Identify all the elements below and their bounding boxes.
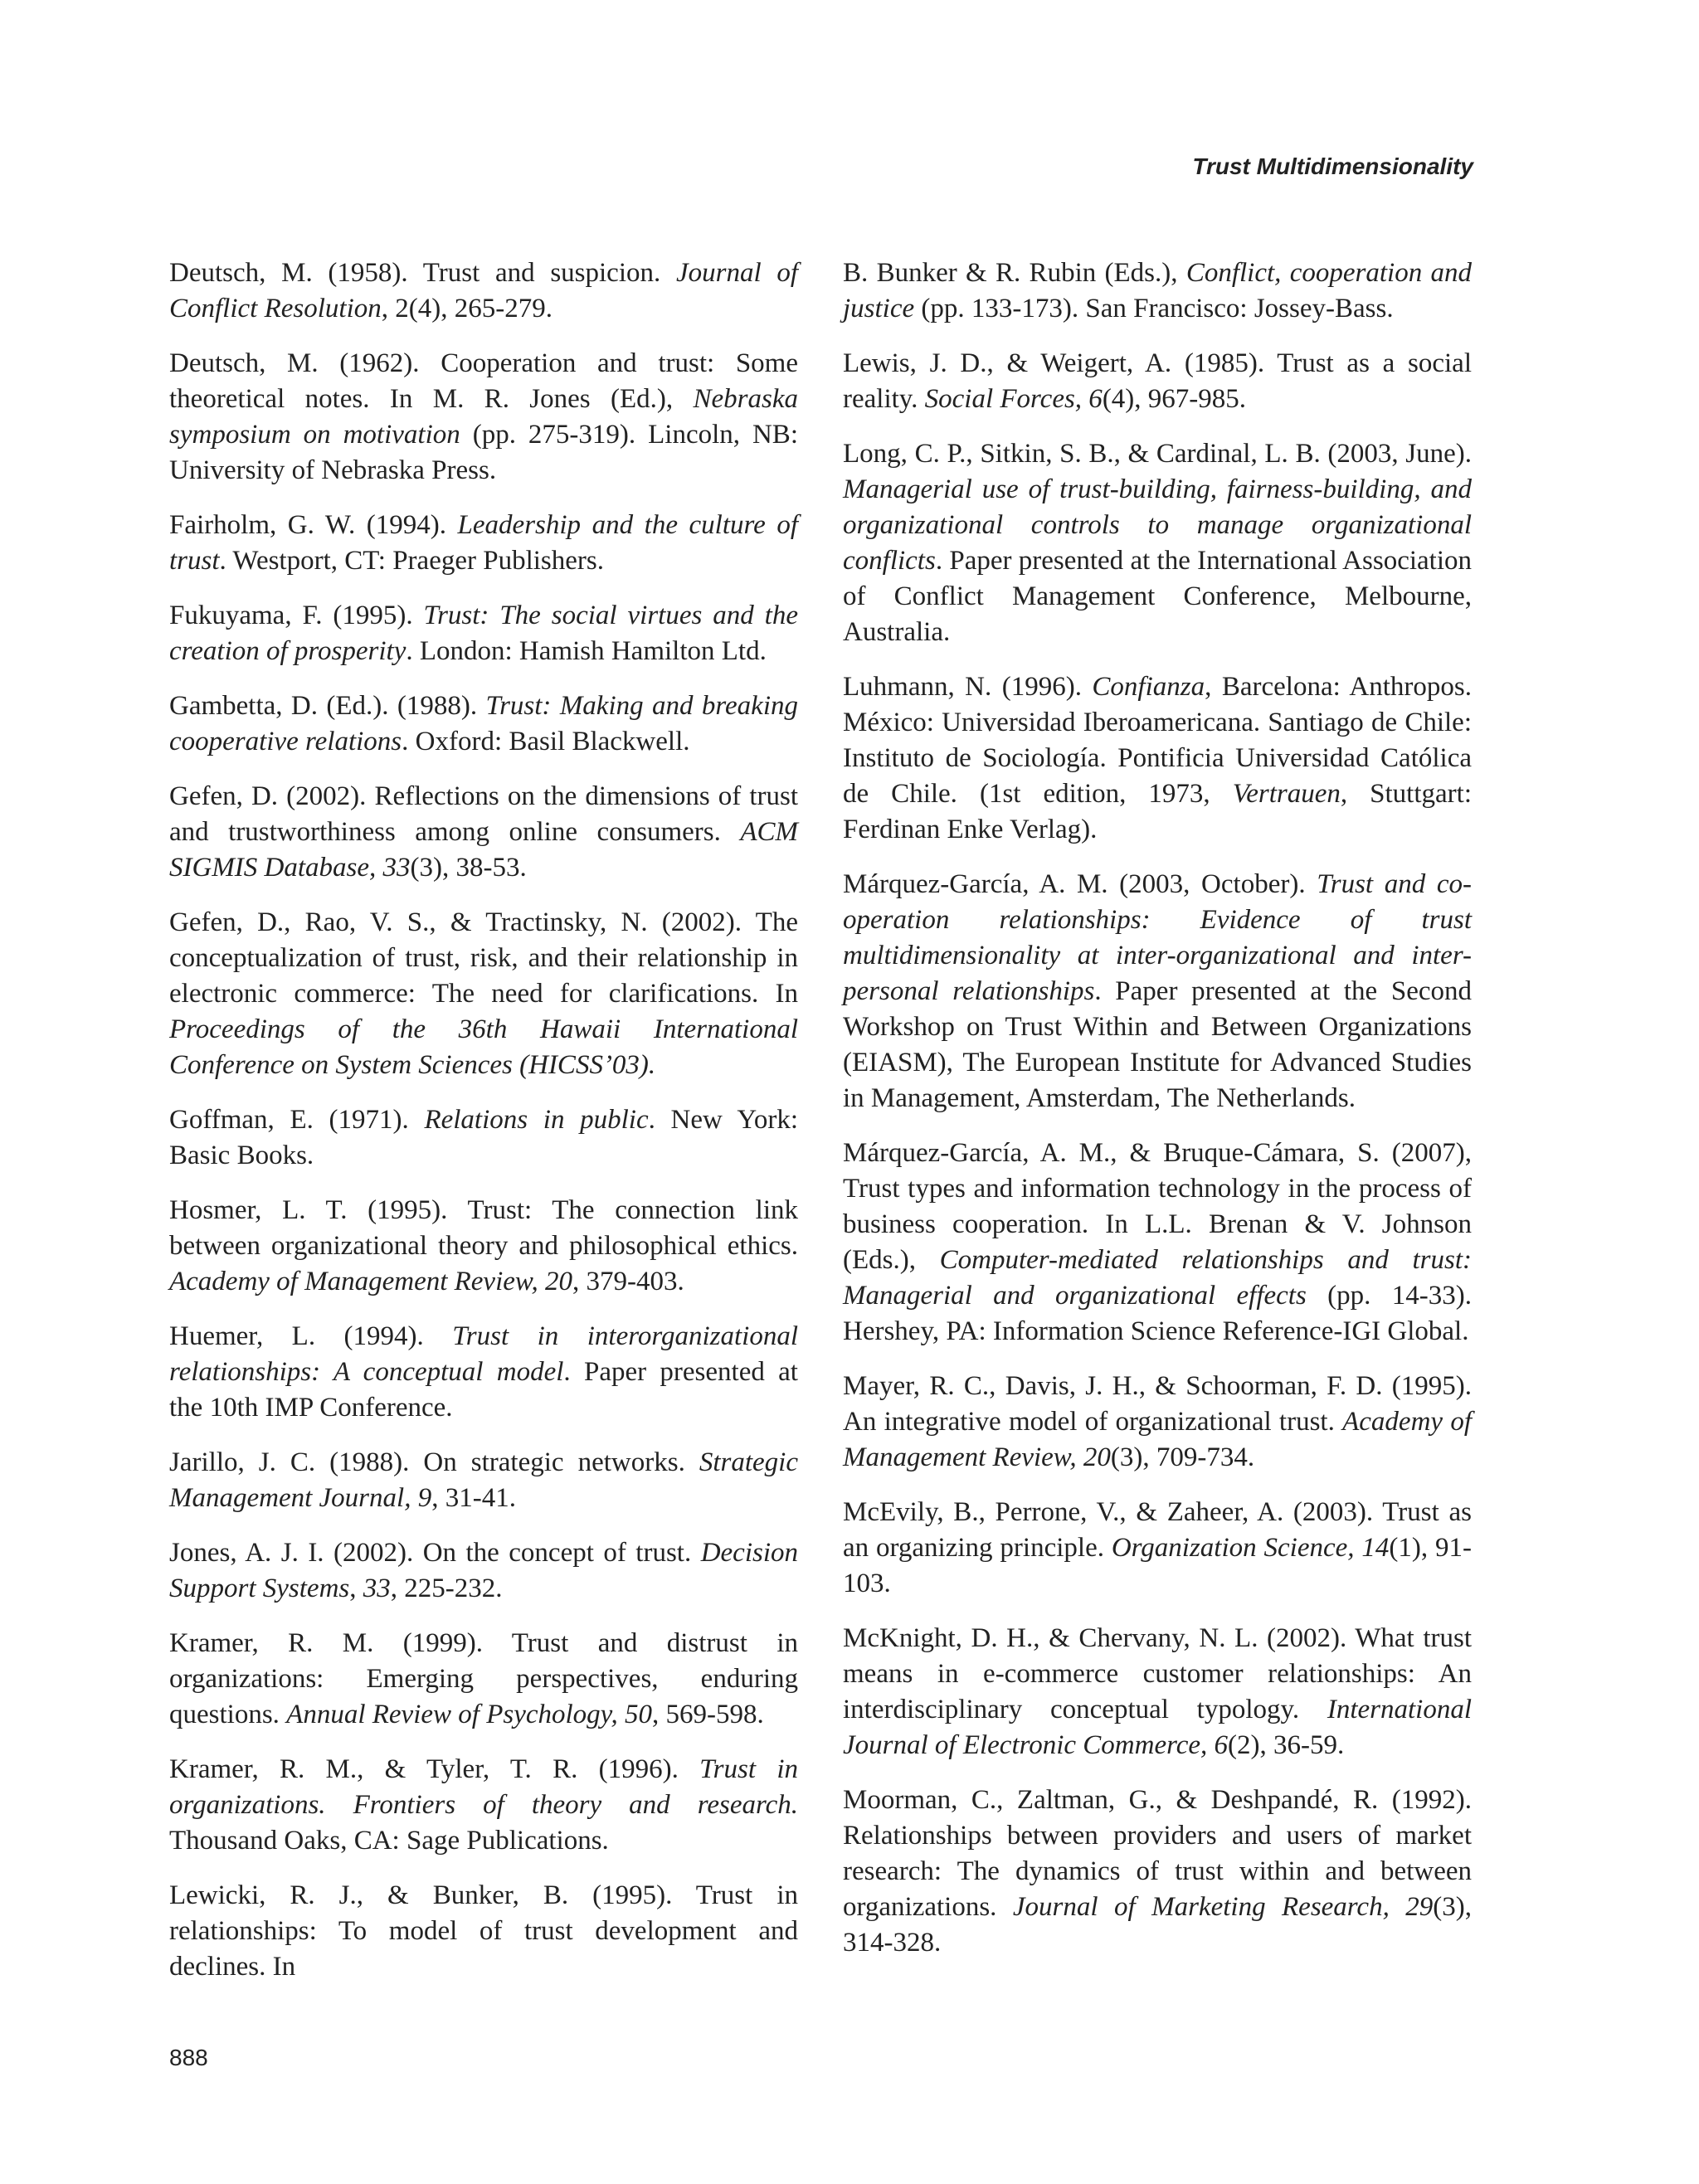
reference-text: (1), 91-103. [843,1533,1472,1598]
reference-entry [169,1102,798,1174]
reference-entry [843,867,1472,1116]
reference-entry [169,1626,798,1733]
references-right-column [843,255,1472,1980]
reference-entry [169,1319,798,1426]
reference-title: Journal of Conflict Resolution [169,258,798,323]
reference-title: Academy of Management Review, 20 [169,1267,572,1296]
reference-text: Jones, A. J. I. (2002). On the concept of trust. [169,1538,701,1568]
reference-text: (3), 314-328. [843,1892,1472,1958]
reference-text: (2), 36-59. [1228,1730,1345,1760]
reference-text: (pp. 14-33). Hershey, PA: Information Science Reference-IGI Global. [843,1281,1472,1346]
reference-title: Trust in organizations. Frontiers of theory and research. [169,1754,798,1820]
reference-title: Relations in public [424,1105,649,1135]
reference-text: , 379-403. [572,1267,684,1296]
reference-text: Márquez-García, A. M., & Bruque-Cámara, S. (2007), Trust types and information technology in the process of business cooperation. In L.L. Brenan & V. Johnson (Eds.), [843,1138,1472,1275]
reference-text: B. Bunker & R. Rubin (Eds.), [843,258,1186,288]
reference-title: Trust in interorganizational relationships: A conceptual model [169,1321,798,1387]
reference-entry [169,1445,798,1516]
reference-title: Trust: Making and breaking cooperative relations [169,691,798,756]
reference-entry [843,669,1472,848]
reference-text: Goffman, E. (1971). [169,1105,425,1135]
references-left-column [169,255,798,2004]
reference-entry [843,1783,1472,1961]
reference-text: . Paper presented at the International Association of Conflict Management Conference, Melbourne, Australia. [843,546,1472,647]
reference-entry [169,255,798,327]
reference-text: Deutsch, M. (1958). Trust and suspicion. [169,258,676,288]
reference-text: (pp. 133-173). San Francisco: Jossey-Bass. [914,294,1394,323]
reference-text: Mayer, R. C., Davis, J. H., & Schoorman, F. D. (1995). An integrative model of organizational trust. [843,1371,1472,1437]
reference-text: (3), 38-53. [410,853,527,883]
reference-text: McEvily, B., Perrone, V., & Zaheer, A. (2003). Trust as an organizing principle. [843,1497,1472,1563]
reference-text: Long, C. P., Sitkin, S. B., & Cardinal, L. B. (2003, June). [843,439,1472,469]
reference-text: Deutsch, M. (1962). Cooperation and trust: Some theoretical notes. In M. R. Jones (Ed.), [169,348,798,414]
reference-text: (pp. 275-319). Lincoln, NB: University of Nebraska Press. [169,420,798,485]
reference-text: Fukuyama, F. (1995). [169,601,424,630]
reference-entry [169,598,798,669]
reference-text: , [349,1574,363,1603]
reference-entry [843,255,1472,327]
running-header: Trust Multidimensionality [1192,153,1473,179]
reference-title: Managerial use of trust-building, fairness-building, and organizational controls to manage organizational conflicts [843,474,1472,576]
reference-title: Computer-mediated relationships and trust: Managerial and organizational effects [843,1245,1472,1311]
reference-text: Hosmer, L. T. (1995). Trust: The connection link between organizational theory and philosophical ethics. [169,1195,798,1261]
reference-entry [843,1136,1472,1350]
reference-text: . New York: Basic Books. [169,1105,798,1170]
reference-text: Kramer, R. M., & Tyler, T. R. (1996). [169,1754,700,1784]
reference-text: , 569-598. [651,1700,764,1729]
reference-title: Strategic Management Journal, 9 [169,1447,798,1513]
reference-text: , 31-41. [431,1483,516,1513]
reference-text: Lewicki, R. J., & Bunker, B. (1995). Trust in relationships: To model of trust development and declines. In [169,1880,798,1982]
reference-text: Márquez-García, A. M. (2003, October). [843,869,1317,899]
reference-entry [169,1752,798,1859]
reference-text: (4), 967-985. [1102,384,1247,414]
reference-entry [169,346,798,489]
reference-text: . Oxford: Basil Blackwell. [402,727,690,756]
reference-text: Huemer, L. (1994). [169,1321,453,1351]
reference-text: Jarillo, J. C. (1988). On strategic networks. [169,1447,699,1477]
reference-entry [843,1621,1472,1763]
reference-text: Gefen, D., Rao, V. S., & Tractinsky, N. (2002). The conceptualization of trust, risk, and their relationship in electronic commerce: The need for clarifications. In [169,907,798,1009]
reference-entry [169,508,798,579]
reference-text: Luhmann, N. (1996). [843,672,1093,702]
reference-entry [843,436,1472,650]
reference-title: Social Forces, 6 [924,384,1103,414]
reference-text: , Stuttgart: Ferdinan Enke Verlag). [843,779,1472,844]
reference-entry [169,1535,798,1607]
reference-text: , 2(4), 265-279. [381,294,553,323]
reference-text: . Westport, CT: Praeger Publishers. [219,546,604,576]
reference-title: Academy of Management Review, 20 [843,1407,1472,1472]
reference-entry [169,1193,798,1300]
reference-title: Nebraska symposium on motivation [169,384,798,450]
reference-title: Confianza [1092,672,1205,702]
reference-entry [169,688,798,760]
reference-title: 33 [363,1574,391,1603]
reference-entry [843,1369,1472,1476]
reference-title: International Journal of Electronic Commerce, 6 [843,1695,1472,1760]
reference-title: Decision Support Systems [169,1538,798,1603]
reference-title: Trust: The social virtues and the creation of prosperity [169,601,798,666]
page-number: 888 [169,2045,208,2070]
reference-text: Gefen, D. (2002). Reflections on the dimensions of trust and trustworthiness among online consumers. [169,781,798,847]
reference-title: Vertrauen [1232,779,1341,809]
reference-entry [169,779,798,886]
reference-text: Lewis, J. D., & Weigert, A. (1985). Trust as a social reality. [843,348,1472,414]
reference-title: ACM SIGMIS Database, 33 [169,817,798,883]
reference-text: (3), 709-734. [1110,1442,1255,1472]
reference-text: McKnight, D. H., & Chervany, N. L. (2002). What trust means in e-commerce customer relationships: An interdisciplinary conceptual typology. [843,1623,1472,1724]
reference-title: Organization Science, 14 [1111,1533,1390,1563]
reference-title: Annual Review of Psychology, 50 [286,1700,652,1729]
reference-entry [843,1495,1472,1602]
reference-title: Leadership and the culture of trust [169,510,798,576]
reference-title: Journal of Marketing Research, 29 [1012,1892,1434,1922]
reference-text: Moorman, C., Zaltman, G., & Deshpandé, R. (1992). Relationships between providers and users of market research: The dynamics of trust within and between organizations. [843,1785,1472,1922]
reference-text: . Paper presented at the 10th IMP Conference. [169,1357,798,1423]
reference-title: Conflict, cooperation and justice [843,258,1472,323]
reference-title: Trust and co-operation relationships: Evidence of trust multidimensionality at inter-organizational and inter-personal relationships [843,869,1472,1006]
reference-text: . London: Hamish Hamilton Ltd. [406,636,767,666]
reference-text: , Barcelona: Anthropos. México: Universidad Iberoamericana. Santiago de Chile: Instituto de Sociología. Pontificia Universidad Católica de Chile. (1st edition, 1973, [843,672,1472,809]
reference-text: Kramer, R. M. (1999). Trust and distrust in organizations: Emerging perspectives, enduring questions. [169,1628,798,1729]
reference-text: , 225-232. [390,1574,503,1603]
reference-title: Proceedings of the 36th Hawaii International Conference on System Sciences (HICSS’03). [169,1014,798,1080]
reference-entry [169,1878,798,1985]
reference-text: Fairholm, G. W. (1994). [169,510,458,540]
reference-entry [843,346,1472,417]
reference-text: Thousand Oaks, CA: Sage Publications. [169,1826,609,1856]
reference-text: . Paper presented at the Second Workshop on Trust Within and Between Organizations (EIASM), The European Institute for Advanced Studies in Management, Amsterdam, The Netherlands. [843,976,1473,1113]
reference-text: Gambetta, D. (Ed.). (1988). [169,691,486,721]
reference-entry [169,905,798,1083]
